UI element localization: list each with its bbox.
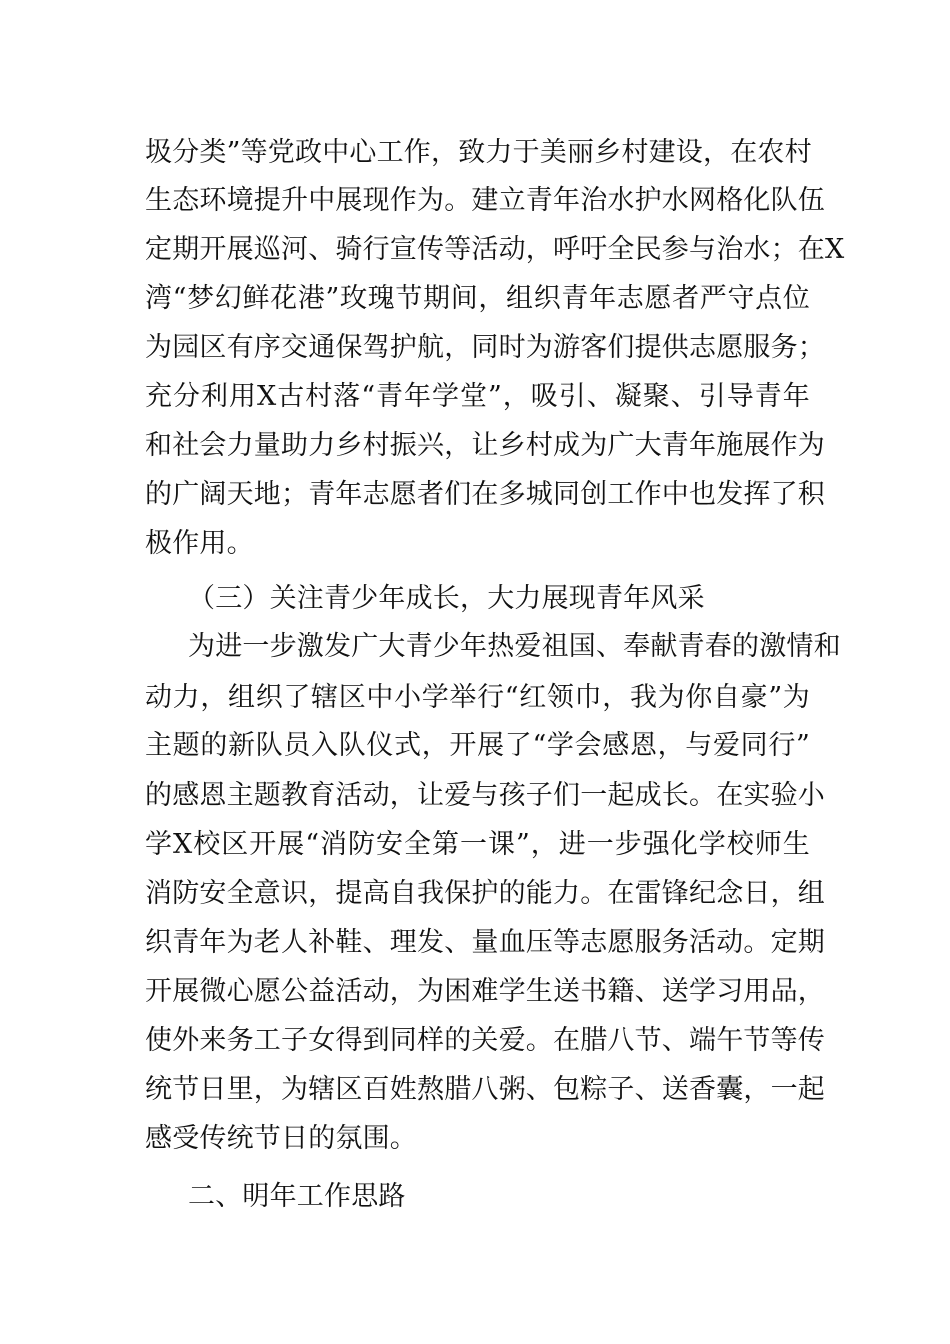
paragraph-line: 消防安全意识，提高自我保护的能力。在雷锋纪念日，组	[145, 878, 825, 909]
paragraph-line: 动力，组织了辖区中小学举行“红领巾，我为你自豪”为	[145, 682, 810, 713]
paragraph-line: 统节日里，为辖区百姓熬腊八粥、包粽子、送香囊，一起	[145, 1074, 825, 1105]
paragraph-line: 充分利用X古村落“青年学堂”，吸引、凝聚、引导青年	[145, 381, 810, 412]
paragraph-line: 开展微心愿公益活动，为困难学生送书籍、送学习用品，	[145, 976, 825, 1007]
paragraph-line: 定期开展巡河、骑行宣传等活动，呼吁全民参与治水；在X	[145, 234, 845, 265]
section-heading: （三）关注青少年成长，大力展现青年风采	[188, 583, 705, 614]
paragraph-line: 学X校区开展“消防安全第一课”，进一步强化学校师生	[145, 829, 810, 860]
paragraph-line: 感受传统节日的氛围。	[145, 1123, 417, 1154]
paragraph-line: 的广阔天地；青年志愿者们在多城同创工作中也发挥了积	[145, 479, 825, 510]
paragraph-line: 圾分类”等党政中心工作，致力于美丽乡村建设，在农村	[145, 137, 812, 168]
paragraph-line: 的感恩主题教育活动，让爱与孩子们一起成长。在实验小	[145, 780, 825, 811]
paragraph-line: 极作用。	[145, 528, 254, 559]
section-heading: 二、明年工作思路	[188, 1181, 406, 1212]
paragraph-line: 主题的新队员入队仪式，开展了“学会感恩，与爱同行”	[145, 730, 810, 761]
paragraph-line: 为进一步激发广大青少年热爱祖国、奉献青春的激情和	[188, 631, 841, 662]
paragraph-line: 为园区有序交通保驾护航，同时为游客们提供志愿服务；	[145, 332, 825, 363]
paragraph-line: 湾“梦幻鲜花港”玫瑰节期间，组织青年志愿者严守点位	[145, 283, 810, 314]
paragraph-line: 织青年为老人补鞋、理发、量血压等志愿服务活动。定期	[145, 927, 825, 958]
paragraph-line: 生态环境提升中展现作为。建立青年治水护水网格化队伍	[145, 185, 825, 216]
paragraph-line: 使外来务工子女得到同样的关爱。在腊八节、端午节等传	[145, 1025, 825, 1056]
paragraph-line: 和社会力量助力乡村振兴，让乡村成为广大青年施展作为	[145, 430, 825, 461]
